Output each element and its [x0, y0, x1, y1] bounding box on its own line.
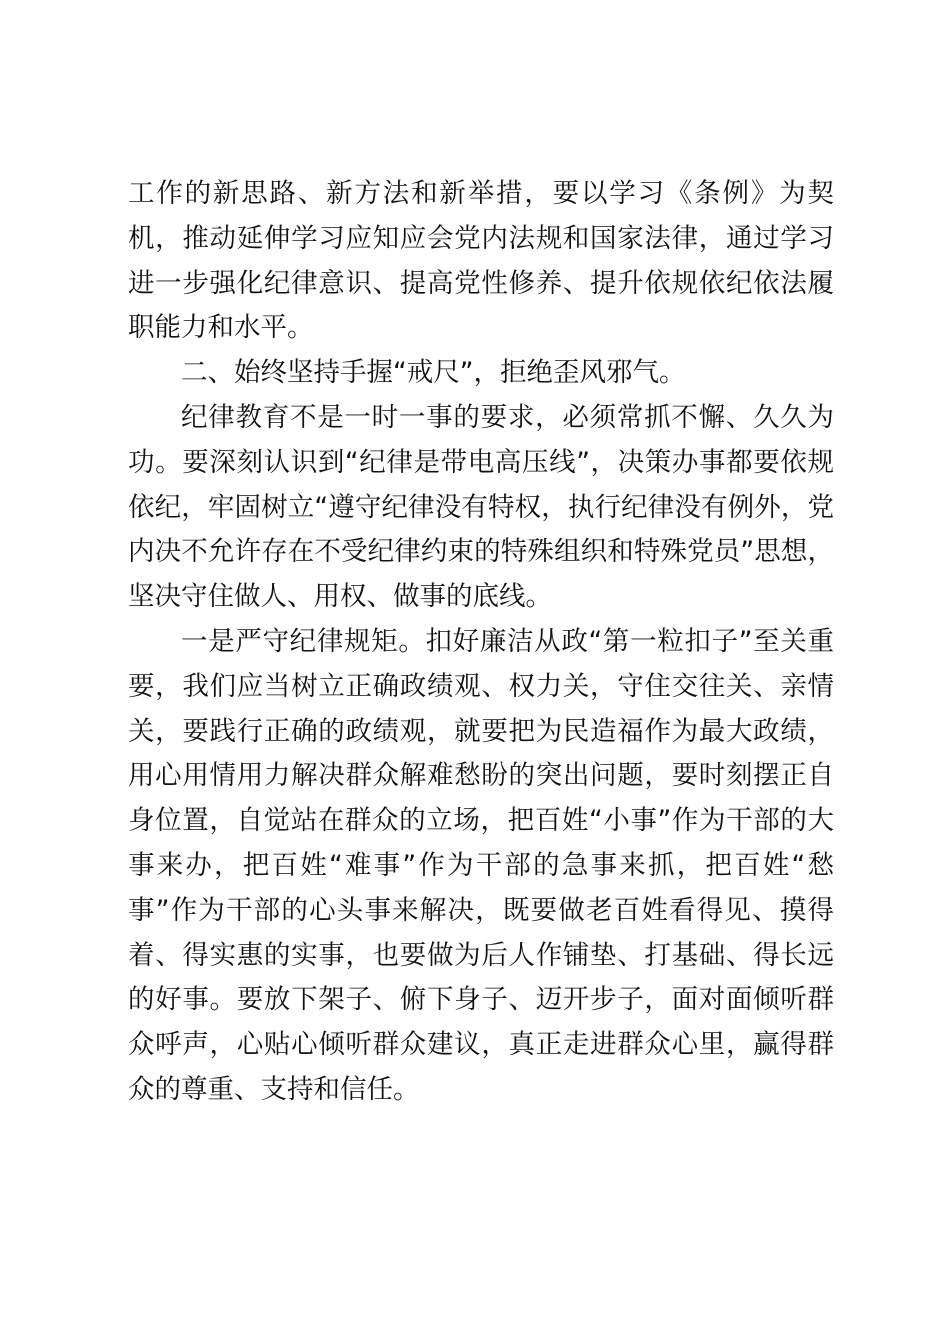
paragraph-strict-discipline: 一是严守纪律规矩。扣好廉洁从政“第一粒扣子”至关重要，我们应当树立正确政绩观、权力关，守住交往关、亲情关，要践行正确的政绩观，就要把为民造福作为最大政绩，用心用情用力解决群众解难愁盼的突出问题，要时刻摆正自身位置，自觉站在群众的立场，把百姓“小事”作为干部的大事来办，把百姓“难事”作为干部的急事来抓，把百姓“愁事”作为干部的心头事来解决，既要做老百姓看得见、摸得着、得实惠的实事，也要做为后人作铺垫、打基础、得长远的好事。要放下架子、俯下身子、迈开步子，面对面倾听群众呼声，心贴心倾听群众建议，真正走进群众心里，赢得群众的尊重、支持和信任。	[128, 625, 834, 1105]
paragraph-continuation: 工作的新思路、新方法和新举措，要以学习《条例》为契机，推动延伸学习应知应会党内法规和国家法律，通过学习进一步强化纪律意识、提高党性修养、提升依规依纪依法履职能力和水平。	[128, 178, 834, 344]
section-heading-2: 二、始终坚持手握“戒尺”，拒绝歪风邪气。	[181, 357, 686, 389]
document-body	[128, 172, 834, 1113]
paragraph-discipline-education: 纪律教育不是一时一事的要求，必须常抓不懈、久久为功。要深刻认识到“纪律是带电高压线”，决策办事都要依规依纪，牢固树立“遵守纪律没有特权，执行纪律没有例外，党内决不允许存在不受纪律约束的特殊组织和特殊党员”思想，坚决守住做人、用权、做事的底线。	[128, 401, 834, 613]
